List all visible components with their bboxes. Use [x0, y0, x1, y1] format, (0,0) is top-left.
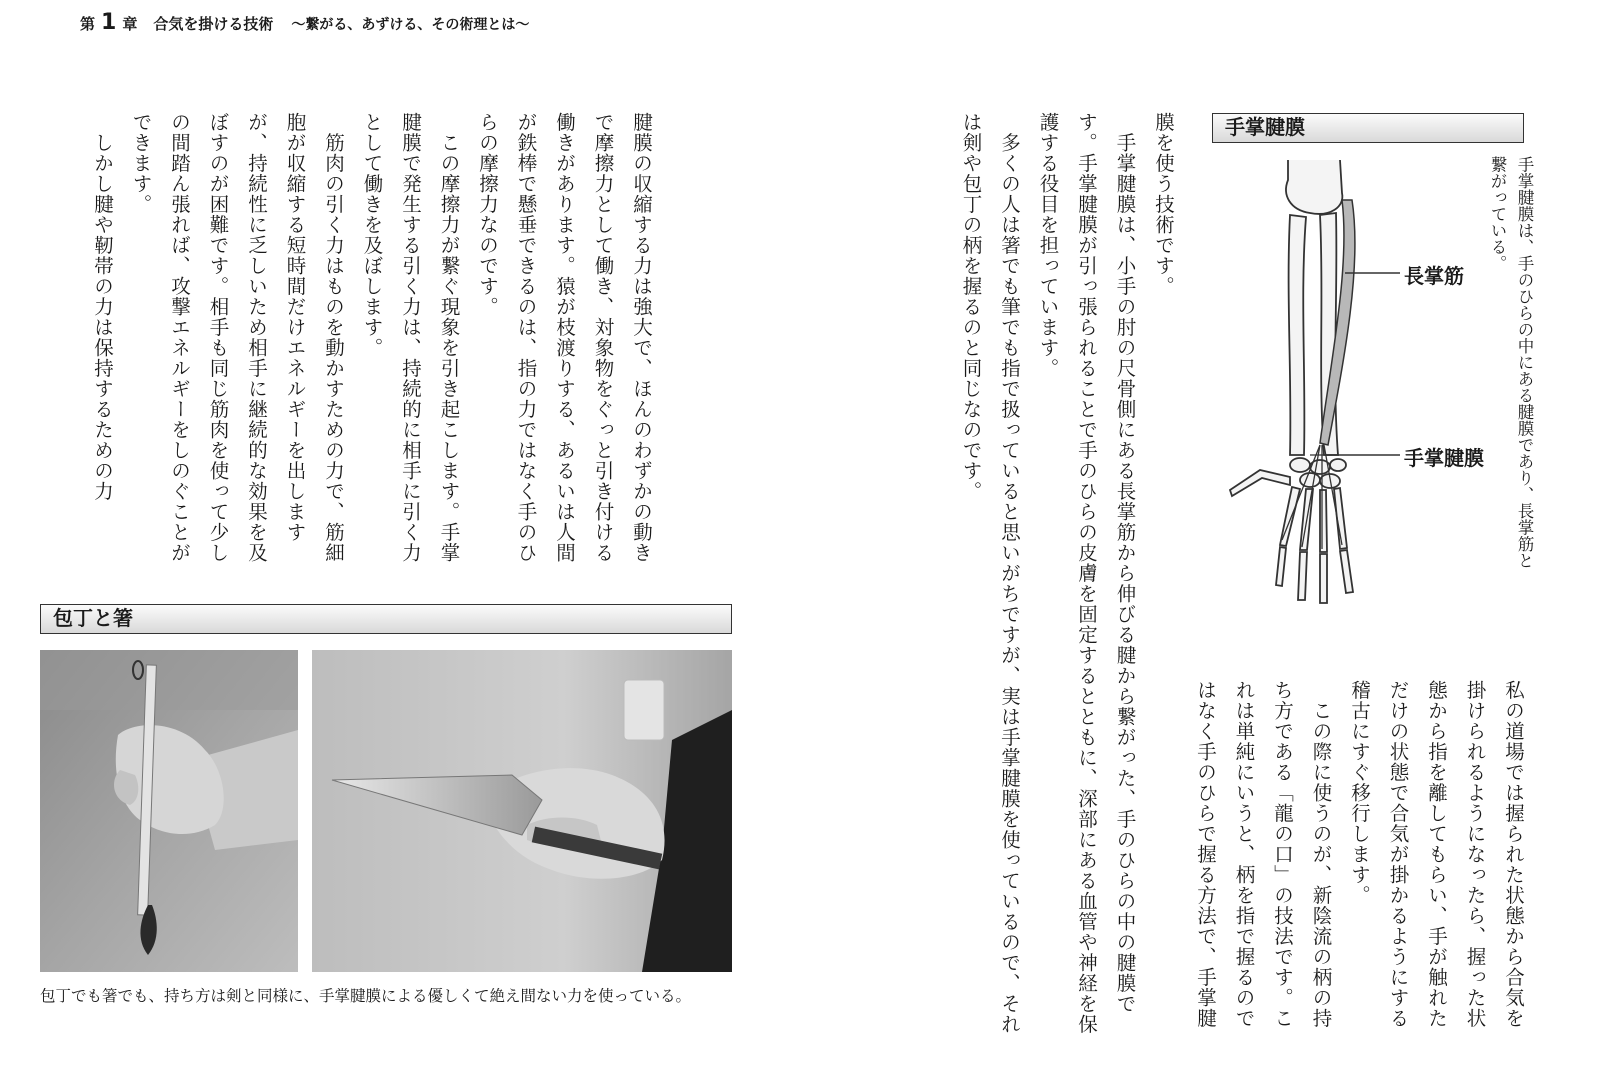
label-palmaris-longus: 長掌筋	[1404, 264, 1464, 288]
chapter-title: 合気を掛ける技術	[153, 15, 274, 33]
running-header	[80, 10, 529, 38]
chapter-prefix: 第	[80, 15, 96, 33]
forearm-bones-illustration	[1220, 155, 1470, 605]
right-bottom-body-text: 私の道場では握られた状態から合気を掛けられるようになったら、握った状態から指を離してもらい、手が触れただけの状態で合気が掛かるようにする稽古にすぐ移行します。 この際に使うのが、新陰流の柄の持ち方である「龍の口」の技法です。これは単純にいうと、柄を指で握るのではなく手のひらで握る方法で、手掌腱	[1194, 680, 1525, 1029]
chapter-subtitle: 〜繋がる、あずける、その術理とは〜	[291, 17, 530, 33]
forearm-diagram	[1220, 155, 1470, 605]
right-page	[800, 0, 1600, 1067]
photo-caption: 包丁でも箸でも、持ち方は剣と同様に、手掌腱膜による優しくて絶え間ない力を使っている。	[40, 987, 692, 1005]
brush-illustration	[40, 650, 298, 972]
section-heading-palmar-aponeurosis: 手掌腱膜	[1212, 113, 1524, 143]
chapter-number: 1	[101, 10, 117, 35]
figure-caption: 手掌腱膜は、手のひらの中にある腱膜であり、長掌筋と 繋がっている。	[1488, 156, 1534, 569]
photo-brush	[40, 650, 298, 972]
knife-illustration	[312, 650, 732, 972]
section-heading-knife-chopsticks: 包丁と箸	[40, 604, 732, 634]
right-top-body-text: 膜を使う技術です。 手掌腱膜は、小手の肘の尺骨側にある長掌筋から伸びる腱から繋がった、手のひらの中の腱膜です。手掌腱膜が引っ張られることで手のひらの皮膚を固定するとともに、深部にある血管や神経を保護する役目を担っています。 多くの人は箸でも筆でも指で扱っていると思いがちですが、実は手掌腱膜を使っているので、それは剣や包丁の柄を握るのと同じなのです。	[959, 112, 1175, 1035]
left-body-text: 腱膜の収縮する力は強大で、ほんのわずかの動きで摩擦力として働き、対象物をぐっと引き付ける働きがあります。猿が枝渡りする、あるいは人間が鉄棒で懸垂できるのは、指の力ではなく手のひらの摩擦力なのです。 この摩擦力が繋ぐ現象を引き起こします。手掌腱膜で発生する引く力は、持続的に相手に引く力として働きを及ぼします。 筋肉の引く力はものを動かすための力で、筋細胞が収縮する短時間だけエネルギーを出しますが、持続性に乏しいため相手に継続的な効果を及ぼすのが困難です。相手も同じ筋肉を使って少しの間踏ん張れば、攻撃エネルギーをしのぐことができます。 しかし腱や靭帯の力は保持するための力	[91, 112, 653, 563]
chapter-suffix: 章	[122, 15, 138, 33]
label-palmar-aponeurosis: 手掌腱膜	[1404, 446, 1484, 470]
photo-knife	[312, 650, 732, 972]
